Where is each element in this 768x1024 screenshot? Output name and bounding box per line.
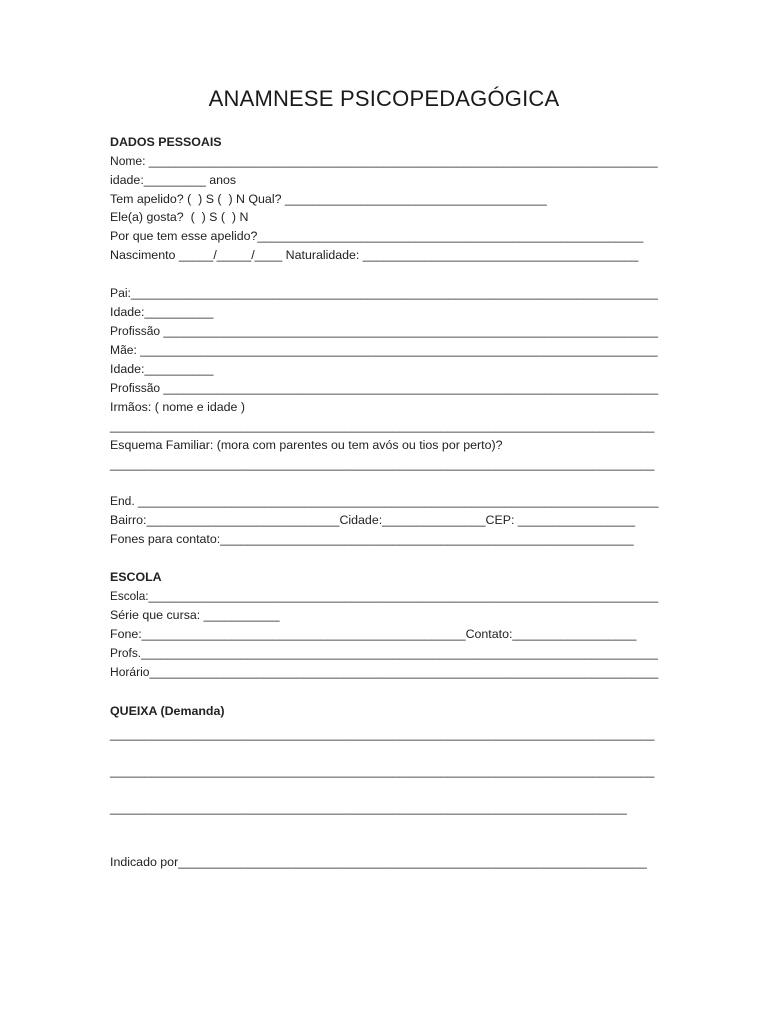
field-queixa-line-1: _______________________________________________________________________________ (110, 727, 655, 741)
field-mae: Mãe: _____________________________________________________________________________ (110, 343, 658, 357)
field-idade-mae: Idade:__________ (110, 362, 214, 376)
field-escola: Escola:______________________________________________________________________________ (110, 589, 659, 603)
field-queixa-line-3: ___________________________________________________________________________ (110, 801, 627, 815)
field-fone-contato: Fone:_______________________________________________Contato:__________________ (110, 627, 637, 641)
section-heading-dados-pessoais: DADOS PESSOAIS (110, 135, 222, 149)
field-idade: idade:_________ anos (110, 173, 237, 187)
field-bairro-cidade-cep: Bairro:____________________________Cidade:_______________CEP: _________________ (110, 513, 636, 527)
field-profissao-pai: Profissão __________________________________________________________________________ (110, 324, 659, 338)
field-fones: Fones para contato:____________________________________________________________ (110, 532, 634, 546)
field-serie: Série que cursa: ___________ (110, 608, 280, 622)
field-profs: Profs.______________________________________________________________________________ (110, 646, 658, 660)
field-endereco: End. ______________________________________________________________________________ (110, 494, 659, 508)
field-profissao-mae: Profissão __________________________________________________________________________ (110, 381, 659, 395)
field-gosta: Ele(a) gosta? ( ) S ( ) N (110, 210, 249, 224)
section-heading-queixa: QUEIXA (Demanda) (110, 704, 225, 718)
field-idade-pai: Idade:__________ (110, 305, 214, 319)
field-horario: Horário____________________________________________________________________________ (110, 665, 659, 679)
field-esquema-blank: _______________________________________________________________________________ (110, 457, 655, 471)
section-heading-escola: ESCOLA (110, 570, 162, 584)
field-nascimento: Nascimento _____/_____/____ Naturalidade: ________________________________________ (110, 248, 639, 262)
field-queixa-line-2: _______________________________________________________________________________ (110, 764, 655, 778)
field-apelido: Tem apelido? ( ) S ( ) N Qual? ______________________________________ (110, 192, 547, 206)
field-porque-apelido: Por que tem esse apelido?________________________________________________________ (110, 229, 644, 243)
field-pai: Pai:______________________________________________________________________________ (110, 286, 658, 300)
page-title: ANAMNESE PSICOPEDAGÓGICA (208, 86, 560, 111)
field-esquema-familiar: Esquema Familiar: (mora com parentes ou tem avós ou tios por perto)? (110, 438, 503, 452)
field-irmaos-blank: _______________________________________________________________________________ (110, 419, 655, 433)
field-indicado-por: Indicado por____________________________________________________________________ (110, 855, 647, 869)
field-nome: Nome: ____________________________________________________________________________ (110, 154, 658, 168)
field-irmaos: Irmãos: ( nome e idade ) (110, 400, 245, 414)
